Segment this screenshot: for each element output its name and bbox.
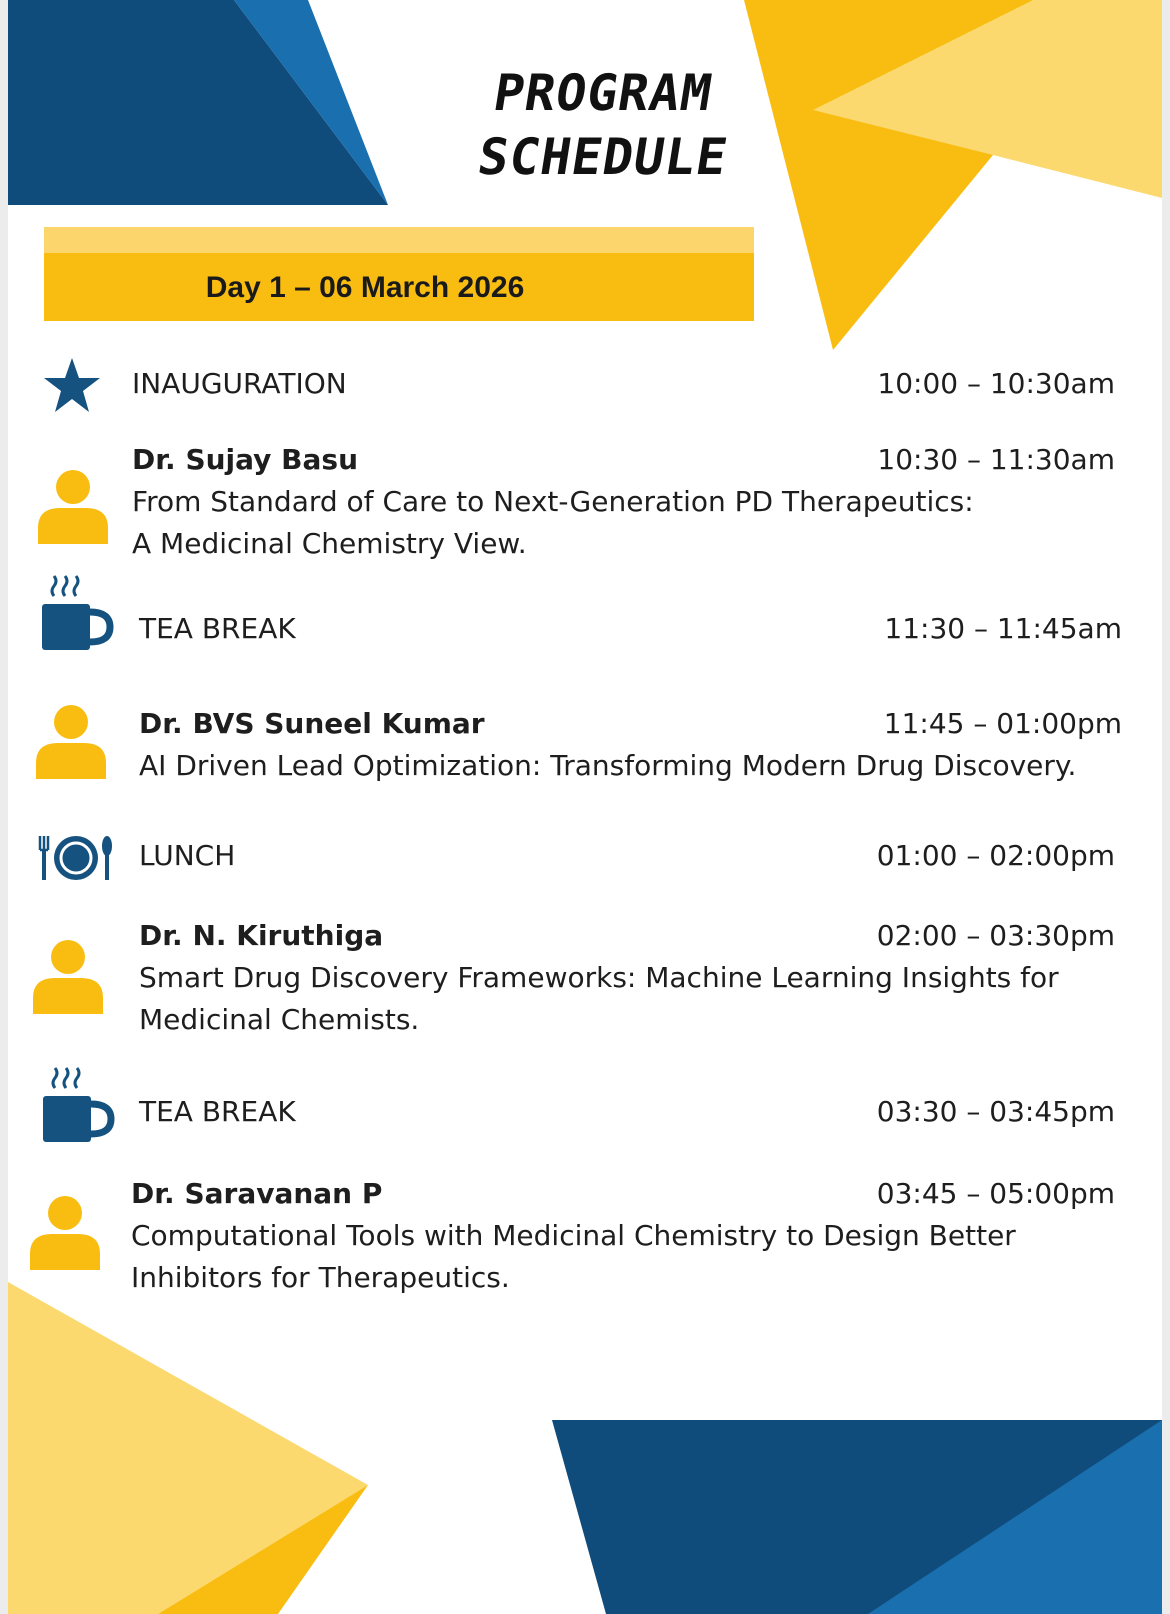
person-icon: [30, 1196, 100, 1270]
person-icon: [33, 940, 103, 1014]
person-icon: [38, 470, 108, 544]
tea-cup-icon: [40, 574, 114, 652]
schedule-time: 10:30 – 11:30am: [877, 443, 1115, 476]
schedule-title: LUNCH: [139, 839, 236, 872]
star-icon: [42, 356, 102, 416]
talk-title-line: Smart Drug Discovery Frameworks: Machine Learning Insights for: [139, 961, 1059, 994]
banner-highlight: [44, 227, 754, 253]
schedule-title: TEA BREAK: [139, 1095, 296, 1128]
schedule-time: 02:00 – 03:30pm: [876, 919, 1115, 952]
person-icon: [36, 705, 106, 779]
talk-title-line: Computational Tools with Medicinal Chemistry to Design Better: [131, 1219, 1016, 1252]
day-label: Day 1 – 06 March 2026: [205, 271, 525, 304]
schedule-title: INAUGURATION: [132, 367, 347, 400]
tea-cup-icon: [41, 1066, 115, 1144]
schedule-time: 11:45 – 01:00pm: [883, 707, 1122, 740]
talk-title-line: From Standard of Care to Next-Generation PD Therapeutics:: [132, 485, 974, 518]
schedule-time: 01:00 – 02:00pm: [876, 839, 1115, 872]
talk-title-line: AI Driven Lead Optimization: Transforming Modern Drug Discovery.: [139, 749, 1077, 782]
page-title-line-2: SCHEDULE: [473, 128, 732, 186]
talk-title-line: Medicinal Chemists.: [139, 1003, 420, 1036]
schedule-title: TEA BREAK: [139, 612, 296, 645]
schedule-time: 03:45 – 05:00pm: [876, 1177, 1115, 1210]
plate-cutlery-icon: [36, 832, 116, 884]
talk-title-line: A Medicinal Chemistry View.: [132, 527, 527, 560]
day-banner: [44, 227, 754, 321]
speaker-name: Dr. BVS Suneel Kumar: [139, 707, 485, 740]
speaker-name: Dr. Saravanan P: [131, 1177, 383, 1210]
schedule-time: 10:00 – 10:30am: [877, 367, 1115, 400]
speaker-name: Dr. N. Kiruthiga: [139, 919, 384, 952]
poster: [8, 0, 1162, 1614]
shape-bottom-left-light: [8, 1282, 368, 1614]
page-title-line-1: PROGRAM: [489, 64, 717, 122]
schedule-time: 11:30 – 11:45am: [884, 612, 1122, 645]
talk-title-line: Inhibitors for Therapeutics.: [131, 1261, 510, 1294]
speaker-name: Dr. Sujay Basu: [132, 443, 359, 476]
schedule-time: 03:30 – 03:45pm: [876, 1095, 1115, 1128]
